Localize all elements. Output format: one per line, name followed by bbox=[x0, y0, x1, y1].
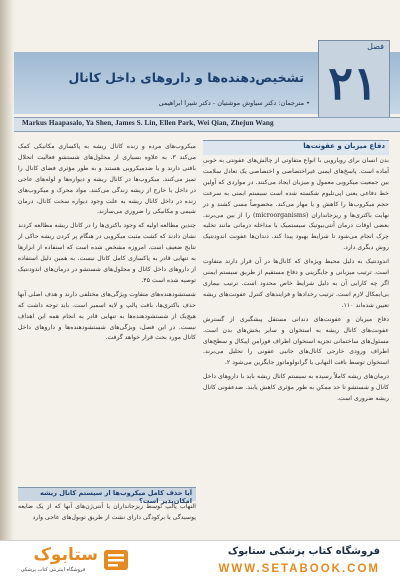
paragraph: بدن انسان برای رویارویی با انواع متفاوتی از چالش‌های عفونتی به خوبی آماده است. پاسخ‌های ایمنی غیراختصاصی و اختصاصی یک تعادل سلامت بین جمعیت میکروبی معمول و میزبان ایجاد می‌کنند. در مواردی که آولین خط دفاعی یعنی اپی‌تلیوم شکسته شده است سیستم ایمنی به سرعت حجم میکروب‌ها را کاهش و یا مهار می‌کند. مخصوصاً مسی کشند و در نهایت باکتری‌ها و ریزجانداران (microorganisms) را از بین می‌برند. بعضی اوقات درمان آنتی‌بیوتیک سیستمیک یا مداخله درمانی مانند تخلیه چرک انجام می‌شود تا شرایط بهبود پیدا کند. دندان‌ها عفونت اندودنتیک روش دیگری دارد. bbox=[203, 157, 389, 252]
chapter-title: تشخیص‌دهنده‌ها و داروهای داخل کانال bbox=[68, 70, 304, 85]
book-logo-icon[interactable] bbox=[102, 547, 130, 573]
chapter-label: فصل bbox=[367, 42, 384, 51]
left-column-bottom-text bbox=[18, 502, 196, 527]
store-title: فروشگاه کتاب پزشکی ستابوک bbox=[227, 546, 380, 557]
store-url-link[interactable]: WWW.SETABOOK.COM bbox=[218, 563, 380, 575]
section-heading: دفاع میزبان و عفونت‌ها bbox=[303, 142, 385, 150]
paragraph: میکروب‌های مرده و زنده کانال ریشه به پاکسازی مکانیکی کمک می‌کند ۳. به علاوه بسیاری از محلول‌های شستشو فعالیت انحلال بافتی دارند و یا ضدمیکروبی هستند و به طور مؤثری فضای کانال را تمیز می‌کنند. میکروب‌ها در کانال ریشه و دیواره‌ها و لوله‌های عاجی در داخل یا خارج از ریشه زندگی می‌کنند. مواد محرک و میکروب‌های زنده در داخل کانال ریشه به علت وجود دیواره سخت کانال، درمان شیمی و مکانیکی را ضروری می‌سازند. bbox=[18, 143, 197, 216]
spine-shadow bbox=[0, 0, 14, 540]
store-logo-text[interactable]: ستابوک bbox=[33, 545, 98, 565]
translators-line: • مترجمان: دکتر سیاوش موشتیان - دکتر شیرا ابراهیمی bbox=[158, 99, 310, 107]
authors-list: Markus Haapasalo, Ya Shen, James S. Lin, Ellen Park, Wei Qian, Zhejun Wang bbox=[22, 119, 274, 127]
chapter-number: ۲۱ bbox=[328, 56, 378, 110]
right-column-text bbox=[203, 156, 389, 408]
paragraph: شستشودهنده‌های متفاوت ویژگی‌های مختلفی دارند و هدف اصلی آنها حذف باکتری‌ها، بافت پالپ و لایه اسمیر است. باید توجه داشت که هیچ‌یک از شستشودهنده‌ها به تنهایی قادر به انجام همه این اهداف نیست. در این فصل، ویژگی‌های شستشودهنده‌ها و داروهای داخل کانال مورد بحث قرار خواهد گرفت. bbox=[18, 290, 196, 342]
paragraph: دفاع میزبان و عفونت‌های دندانی مستقل پیشگیری از گسترش عفونت‌های کانال ریشه به استخوان و سایر بخش‌های بدن است. مسئول‌های ساختمانی تجزیه استخوان اطراف فورامن اپیکال و سطح‌های اطراف ورودی خارجی کانال‌های جانبی عفونی را تحلیل می‌برند. استخوان توسط بافت التهابی یا گرانولوماتوز جایگزین می‌شود ۲. bbox=[203, 315, 389, 367]
paragraph: التهاب پالپ توسط ریزجانداران یا آنتی‌ژن‌های آنها که از یک ضایعه پوسیدگی یا برکودگی دارای نشت از طریق توبول‌های عاجی وارد bbox=[18, 503, 196, 521]
paragraph: چندین مطالعه اولیه که وجود باکتری‌ها را در کانال ریشه مطالعه کردند نشان دادند که کشت مثبت میکروبی در هنگام پر کردن ریشه حاکی از نتایج ضعیف است. امروزه مشخص شده است که استفاده از ابزارها به تنهایی قادر به پاکسازی کامل کانال نیست. به همین دلیل استفاده از داروهای داخل کانال و محلول‌های شستشو در درمان‌های اندودنتیک توصیه شده است ۴۵. bbox=[18, 222, 196, 284]
paragraph: اندودنتیک به دلیل محیط ویژه‌ای که کانال‌ها در آن قرار دارند متفاوت است. ترتیب میزبانی و جایگزینی و دفاع مستقیم از طریق سیستم ایمنی اگر چه کارایی آن به دلیل شرایط خاص محدود است. ترتیب بیماری بی‌ایمکال لازم است. ترتیب رخدادها و فرایندهای کنترل عفونت‌های ریشه تعیین شده‌اند ۱۱۰. bbox=[203, 258, 389, 309]
paragraph: درمان‌های ریشه کاملاً رسیده به سیستم کانال ریشه باید با داروهای داخل کانال و شستشو تا حد ممکن به طور مؤثری کاهش یابند. ضدعفونی کانال ریشه ضروری است. bbox=[203, 373, 389, 403]
store-logo-subtitle: فروشگاه اینترنتی کتاب پزشکی bbox=[20, 567, 86, 573]
left-column-text bbox=[18, 142, 196, 347]
callout-heading: آیا حذف کامل میکروب‌ها از سیستم کانال ریشه امکان‌پذیر است؟ bbox=[39, 489, 192, 505]
